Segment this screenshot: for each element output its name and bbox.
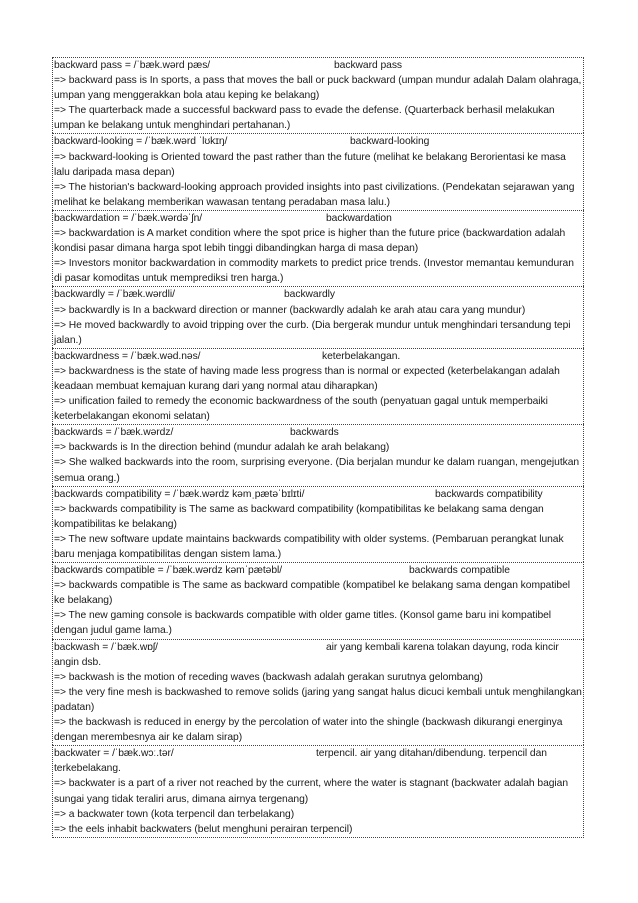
entry-backward-pass	[52, 57, 584, 133]
entry-headline	[54, 746, 583, 776]
entry-term: backward-looking = /ˈbæk.wərd ˈlʊkɪŋ/	[54, 136, 228, 148]
entry-example: => a backwater town (kota terpencil dan terbelakang)	[54, 808, 295, 820]
entry-backwardation	[52, 210, 584, 286]
entry-term: backwash = /ˈbæk.wɒʃ/	[54, 641, 158, 653]
entry-example: => He moved backwardly to avoid tripping over the curb. (Dia bergerak mundur untuk menghindari tersandung tepi jalan.)	[54, 319, 571, 346]
entry-backwater	[52, 745, 584, 838]
entry-example: => the eels inhabit backwaters (belut menghuni perairan terpencil)	[54, 823, 353, 835]
entry-translation: keterbelakangan.	[322, 350, 401, 362]
entry-term: backwardly = /ˈbæk.wərdli/	[54, 289, 175, 301]
entry-translation: backward pass	[334, 60, 403, 71]
entry-backwardness	[52, 348, 584, 424]
entry-translation: backwards	[290, 427, 339, 439]
entry-backwash	[52, 639, 584, 746]
entry-example: => She walked backwards into the room, surprising everyone. (Dia berjalan mundur ke dalam ruangan, mengejutkan semua orang.)	[54, 457, 580, 484]
entry-headline	[54, 349, 583, 364]
entry-headline	[54, 287, 583, 302]
entry-term: backwards compatibility = /ˈbæk.wərdz kəmˌpætəˈbɪlɪti/	[54, 488, 305, 500]
entry-example: => the very fine mesh is backwashed to remove solids (jaring yang sangat halus dicuci kembali untuk menghilangkan padatan)	[54, 686, 582, 713]
entry-translation: backwards compatible	[409, 565, 510, 577]
entry-term: backward pass = /ˈbæk.wərd pæs/	[54, 60, 211, 71]
entry-example: => The quarterback made a successful backward pass to evade the defense. (Quarterback berhasil melakukan umpan ke belakang untuk menghindari pertahanan.)	[54, 105, 555, 132]
entry-backwards	[52, 424, 584, 485]
entry-definition: => backwash is the motion of receding waves (backwash adalah gerakan surutnya gelombang)	[54, 671, 483, 683]
entry-term: backwater = /ˈbæk.wɔː.tər/	[54, 748, 174, 760]
entry-term: backwardness = /ˈbæk.wəd.nəs/	[54, 350, 201, 362]
entry-term: backwards = /ˈbæk.wərdz/	[54, 427, 174, 439]
entry-definition: => backward-looking is Oriented toward the past rather than the future (melihat ke belakang Berorientasi ke masa lalu daripada masa depan)	[54, 151, 566, 178]
dictionary-page	[52, 57, 584, 838]
entry-translation: terpencil. air yang ditahan/dibendung. terpencil dan terkebelakang.	[54, 748, 547, 775]
entry-definition: => backwardation is A market condition where the spot price is higher than the future price (backwardation adalah kondisi pasar dimana harga spot lebih tinggi dibandingkan harga di masa depan)	[54, 228, 566, 255]
entry-headline	[54, 58, 583, 73]
entry-headline	[54, 211, 583, 226]
entry-backward-looking	[52, 133, 584, 209]
entry-headline	[54, 487, 583, 502]
entry-translation: backwardly	[284, 289, 336, 301]
entry-headline	[54, 640, 583, 670]
entry-backwards-compatibility	[52, 486, 584, 562]
entry-translation: backwards compatibility	[435, 488, 543, 500]
entry-example: => The new gaming console is backwards compatible with older game titles. (Konsol game baru ini kompatibel dengan judul game lama.)	[54, 610, 552, 637]
entry-definition: => backwater is a part of a river not reached by the current, where the water is stagnant (backwater adalah bagian sungai yang tidak teraliri arus, dimana airnya tergenang)	[54, 778, 569, 805]
entry-backwards-compatible	[52, 562, 584, 638]
entry-definition: => backwards compatible is The same as backward compatible (kompatibel ke belakang sama dengan kompatibel ke belakang)	[54, 580, 570, 607]
entry-example: => Investors monitor backwardation in commodity markets to predict price trends. (Investor memantau kemunduran di pasar komoditas untuk memprediksi tren harga.)	[54, 258, 574, 285]
entry-example: => unification failed to remedy the economic backwardness of the south (penyatuan gagal untuk memperbaiki keterbelakangan ekonomi selatan)	[54, 396, 548, 423]
entry-term: backwards compatible = /ˈbæk.wərdz kəmˈpætəbl/	[54, 565, 283, 577]
entry-translation: backwardation	[326, 212, 392, 224]
entry-backwardly	[52, 286, 584, 347]
entry-example: => The new software update maintains backwards compatibility with older systems. (Pembaruan perangkat lunak baru menjaga kompatibilitas dengan sistem lama.)	[54, 533, 564, 560]
entry-definition: => backwards compatibility is The same as backward compatibility (kompatibilitas ke belakang sama dengan kompatibilitas ke belakang)	[54, 503, 544, 530]
entry-definition: => backward pass is In sports, a pass that moves the ball or puck backward (umpan mundur adalah Dalam olahraga, umpan yang menggerakkan bola atau keping ke belakang)	[54, 75, 582, 102]
entry-term: backwardation = /ˈbæk.wərdəˈʃn/	[54, 212, 203, 224]
entry-definition: => backwardness is the state of having made less progress than is normal or expected (keterbelakangan adalah keadaan membuat kemajuan kurang dari yang normal atau diharapkan)	[54, 365, 560, 392]
entry-translation: backward-looking	[350, 136, 430, 148]
entry-headline	[54, 563, 583, 578]
entry-headline	[54, 425, 583, 440]
entry-example: => the backwash is reduced in energy by the percolation of water into the shingle (backwash dikurangi energinya dengan merembesnya air ke dalam sirap)	[54, 717, 563, 744]
entry-definition: => backwards is In the direction behind (mundur adalah ke arah belakang)	[54, 442, 390, 454]
entry-headline	[54, 134, 583, 149]
entry-example: => The historian's backward-looking approach provided insights into past civilizations. (Pendekatan sejarawan yang melihat ke belakang memberikan wawasan tentang peradaban masa lalu.)	[54, 181, 575, 208]
entry-definition: => backwardly is In a backward direction or manner (backwardly adalah ke arah atau cara yang mundur)	[54, 304, 526, 316]
entry-translation: air yang kembali karena tolakan dayung, roda kincir angin dsb.	[54, 641, 559, 668]
